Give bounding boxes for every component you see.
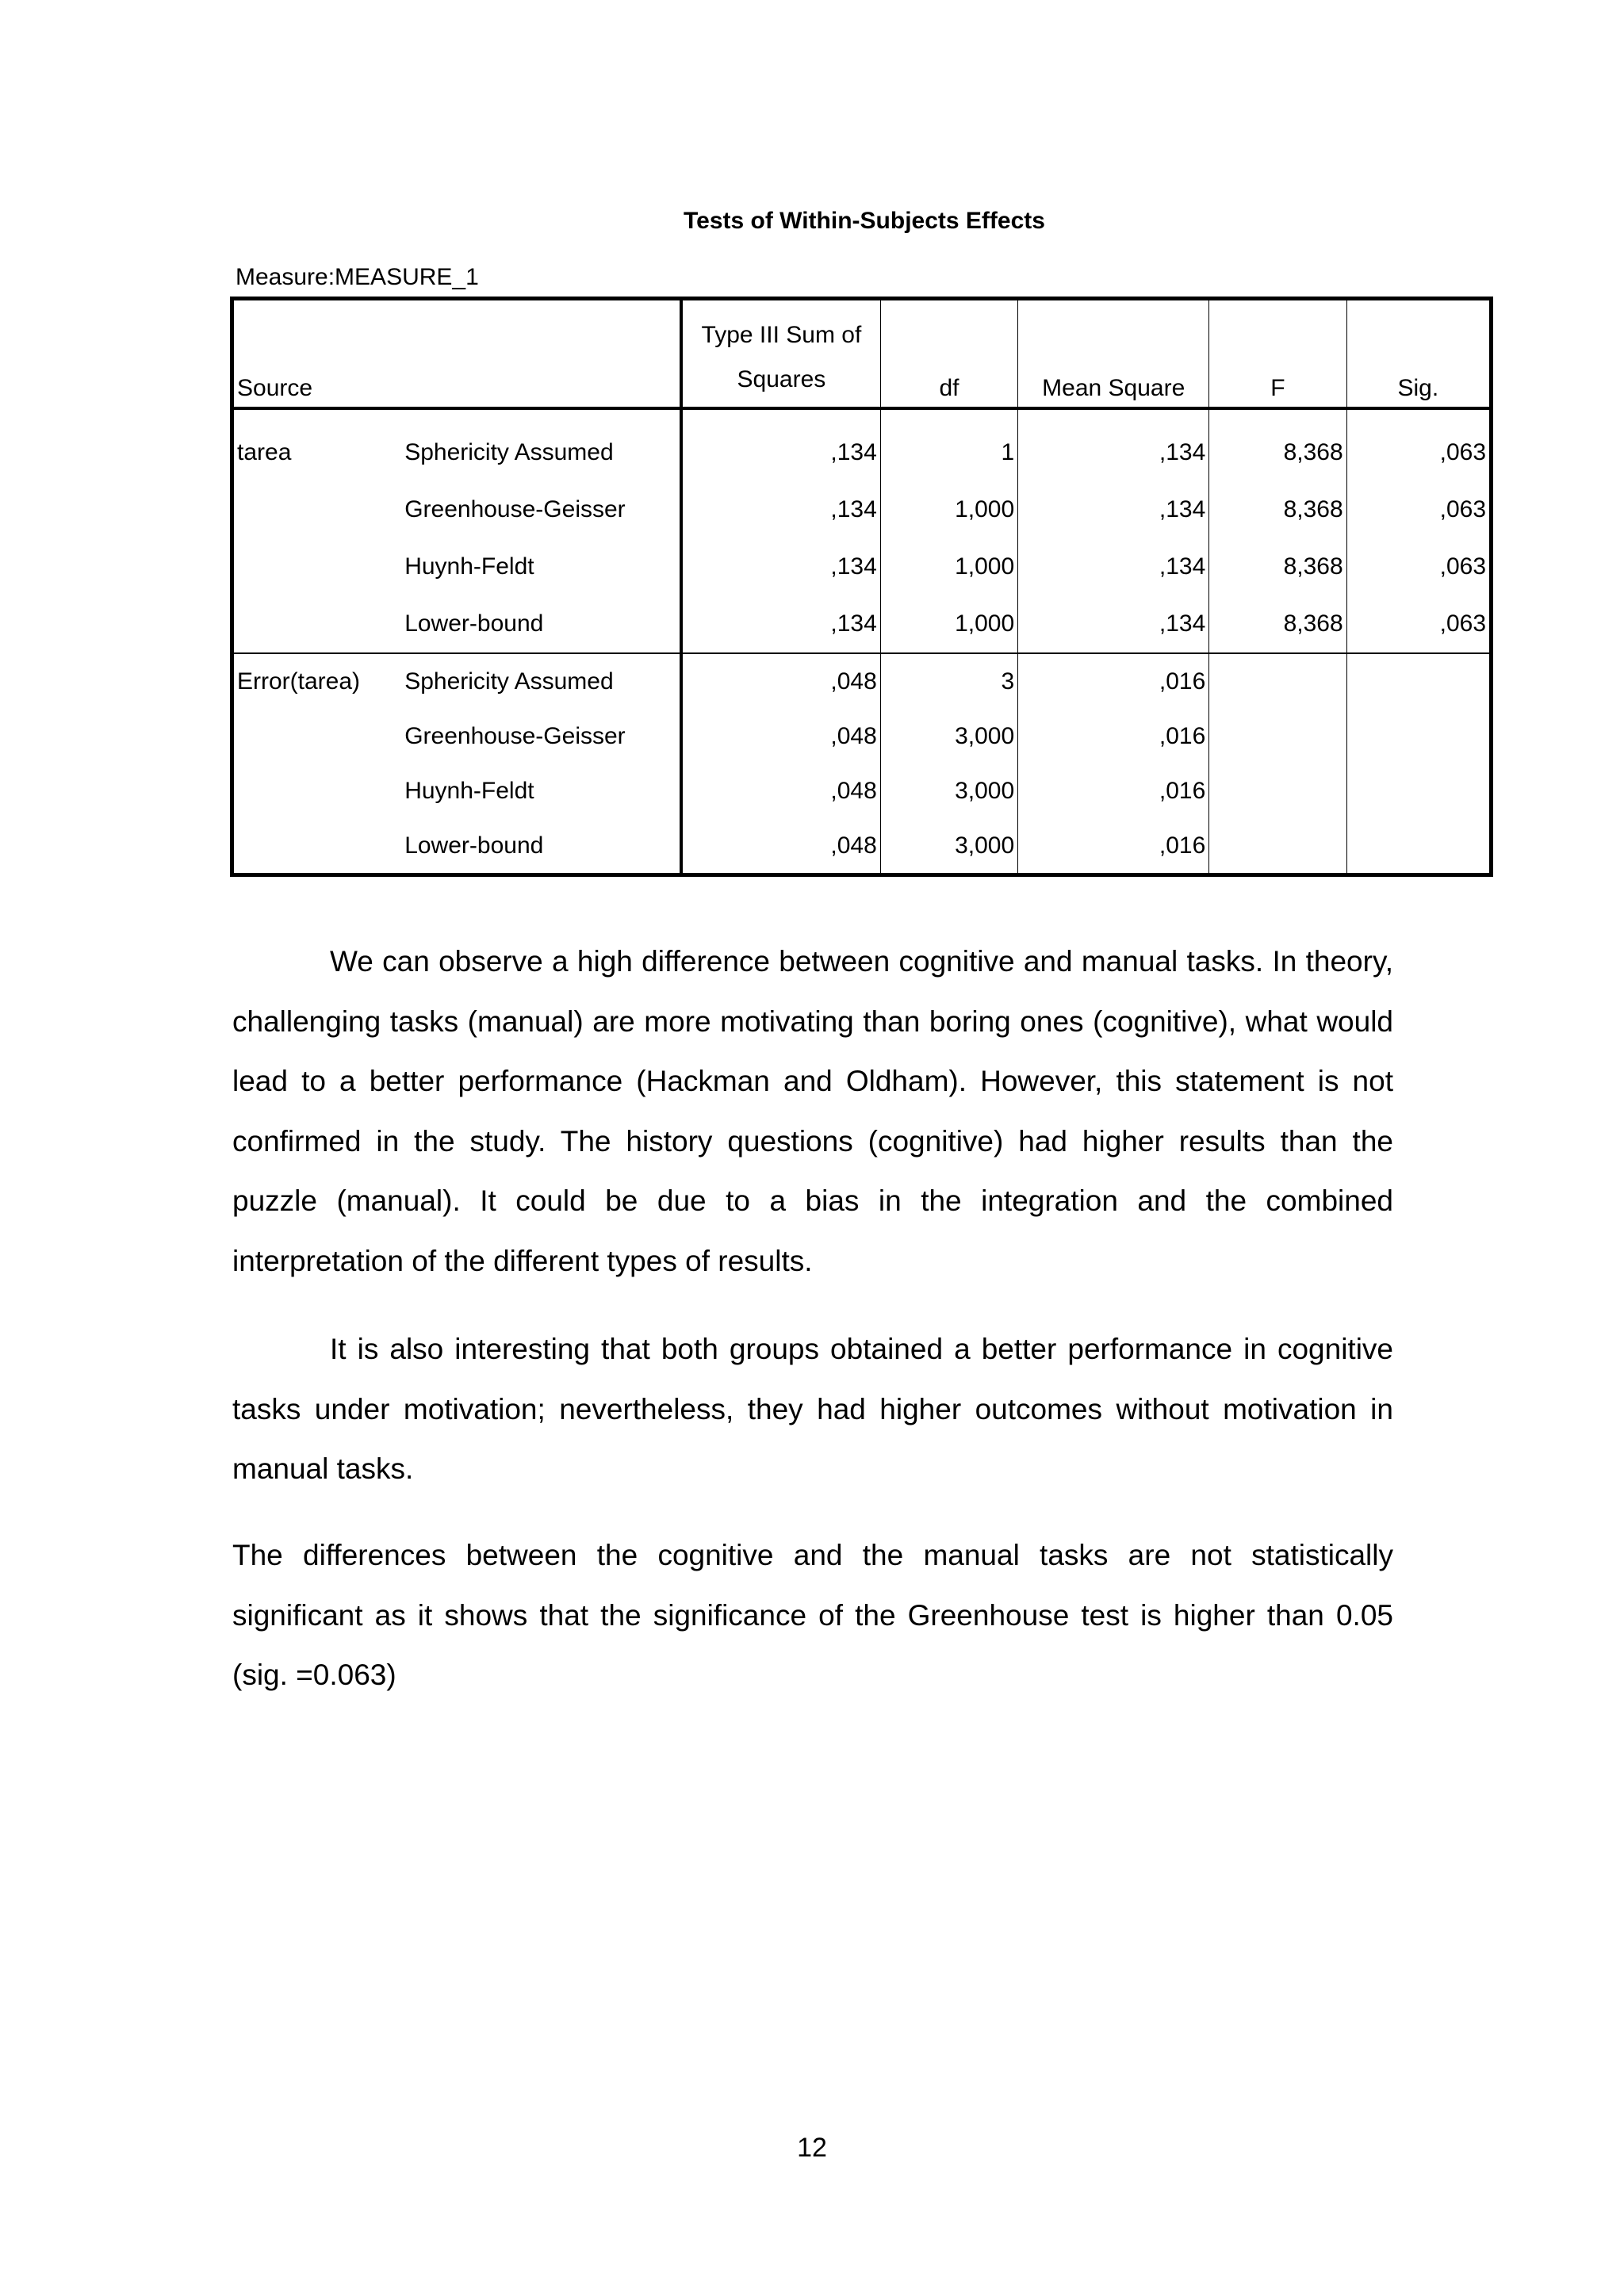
- source-cell: [232, 595, 402, 653]
- page-number: 12: [797, 2133, 827, 2163]
- paragraph-text: We can observe a high difference between cognitive and manual tasks. In theory, challenging tasks (manual) are more motivating than boring ones (cognitive), what would lead to a better performance (Hackman and Oldham). However, this statement is not confirmed in the study. The history questions (cognitive) had higher results than the puzzle (manual). It could be due to a bias in the integration and the combined interpretation of the different types of results.: [232, 945, 1393, 1277]
- ss-cell: ,048: [681, 818, 880, 875]
- source-cell: [232, 481, 402, 538]
- df-cell: 3,000: [880, 763, 1017, 818]
- ms-cell: ,016: [1018, 653, 1209, 709]
- f-cell: 8,368: [1209, 481, 1346, 538]
- f-cell: 8,368: [1209, 408, 1346, 481]
- df-cell: 1: [880, 408, 1017, 481]
- header-ss-line2: Squares: [737, 366, 826, 392]
- header-f: F: [1209, 299, 1346, 409]
- header-ss-line1: Type III Sum of: [701, 322, 862, 348]
- sig-cell: ,063: [1346, 408, 1491, 481]
- ss-cell: ,134: [681, 538, 880, 595]
- paragraph-1: [232, 932, 1393, 1291]
- table-row: [232, 763, 1492, 818]
- anova-table: [230, 297, 1493, 877]
- df-cell: 3,000: [880, 709, 1017, 763]
- f-cell: 8,368: [1209, 595, 1346, 653]
- sig-cell: ,063: [1346, 538, 1491, 595]
- ss-cell: ,048: [681, 763, 880, 818]
- ss-cell: ,048: [681, 709, 880, 763]
- df-cell: 3: [880, 653, 1017, 709]
- correction-cell: Greenhouse-Geisser: [404, 722, 626, 749]
- f-cell: [1209, 709, 1346, 763]
- ms-cell: ,016: [1018, 763, 1209, 818]
- sig-cell: ,063: [1346, 595, 1491, 653]
- correction-cell: Lower-bound: [404, 832, 544, 859]
- header-sig: Sig.: [1346, 299, 1491, 409]
- ss-cell: ,048: [681, 653, 880, 709]
- table-header-row: [232, 299, 1492, 409]
- paragraph-text: It is also interesting that both groups obtained a better performance in cognitive tasks under motivation; nevertheless, they had higher outcomes without motivation in manual tasks.: [232, 1333, 1393, 1485]
- table-row: [232, 481, 1492, 538]
- ss-cell: ,134: [681, 408, 880, 481]
- sig-cell: [1346, 709, 1491, 763]
- header-sum-of-squares: [681, 299, 880, 409]
- df-cell: 1,000: [880, 481, 1017, 538]
- source-cell: Error(tarea): [232, 653, 402, 709]
- ms-cell: ,134: [1018, 408, 1209, 481]
- ms-cell: ,016: [1018, 818, 1209, 875]
- sig-cell: [1346, 763, 1491, 818]
- f-cell: [1209, 653, 1346, 709]
- header-source: Source: [232, 299, 682, 409]
- f-cell: [1209, 818, 1346, 875]
- source-cell: [232, 538, 402, 595]
- f-cell: [1209, 763, 1346, 818]
- source-cell: [232, 763, 402, 818]
- ms-cell: ,134: [1018, 481, 1209, 538]
- sig-cell: [1346, 653, 1491, 709]
- source-cell: [232, 709, 402, 763]
- table-row: [232, 595, 1492, 653]
- correction-cell: Huynh-Feldt: [404, 777, 534, 804]
- f-cell: 8,368: [1209, 538, 1346, 595]
- source-cell: tarea: [237, 439, 292, 465]
- df-cell: 3,000: [880, 818, 1017, 875]
- df-cell: 1,000: [880, 595, 1017, 653]
- ss-cell: ,134: [681, 595, 880, 653]
- table-row: [232, 709, 1492, 763]
- header-mean-square: Mean Square: [1018, 299, 1209, 409]
- ss-cell: ,134: [681, 481, 880, 538]
- header-df: df: [880, 299, 1017, 409]
- correction-cell: Greenhouse-Geisser: [404, 496, 626, 522]
- paragraph-2: [232, 1319, 1393, 1499]
- sig-cell: [1346, 818, 1491, 875]
- ms-cell: ,134: [1018, 595, 1209, 653]
- ms-cell: ,016: [1018, 709, 1209, 763]
- paragraph-3: [232, 1525, 1393, 1705]
- ms-cell: ,134: [1018, 538, 1209, 595]
- table-row: [232, 653, 1492, 709]
- table-row: [232, 538, 1492, 595]
- df-cell: 1,000: [880, 538, 1017, 595]
- correction-cell: Huynh-Feldt: [404, 553, 534, 580]
- table-title: Tests of Within-Subjects Effects: [684, 208, 1045, 234]
- paragraph-text: The differences between the cognitive and the manual tasks are not statistically significant as it shows that the significance of the Greenhouse test is higher than 0.05 (sig. =0.063): [232, 1539, 1393, 1691]
- measure-label: Measure:MEASURE_1: [236, 264, 479, 290]
- table-row: [232, 818, 1492, 875]
- table-row: [232, 408, 1492, 481]
- correction-cell: Sphericity Assumed: [404, 439, 614, 465]
- correction-cell: Lower-bound: [404, 610, 544, 637]
- correction-cell: Sphericity Assumed: [401, 653, 681, 709]
- source-cell: [232, 818, 402, 875]
- sig-cell: ,063: [1346, 481, 1491, 538]
